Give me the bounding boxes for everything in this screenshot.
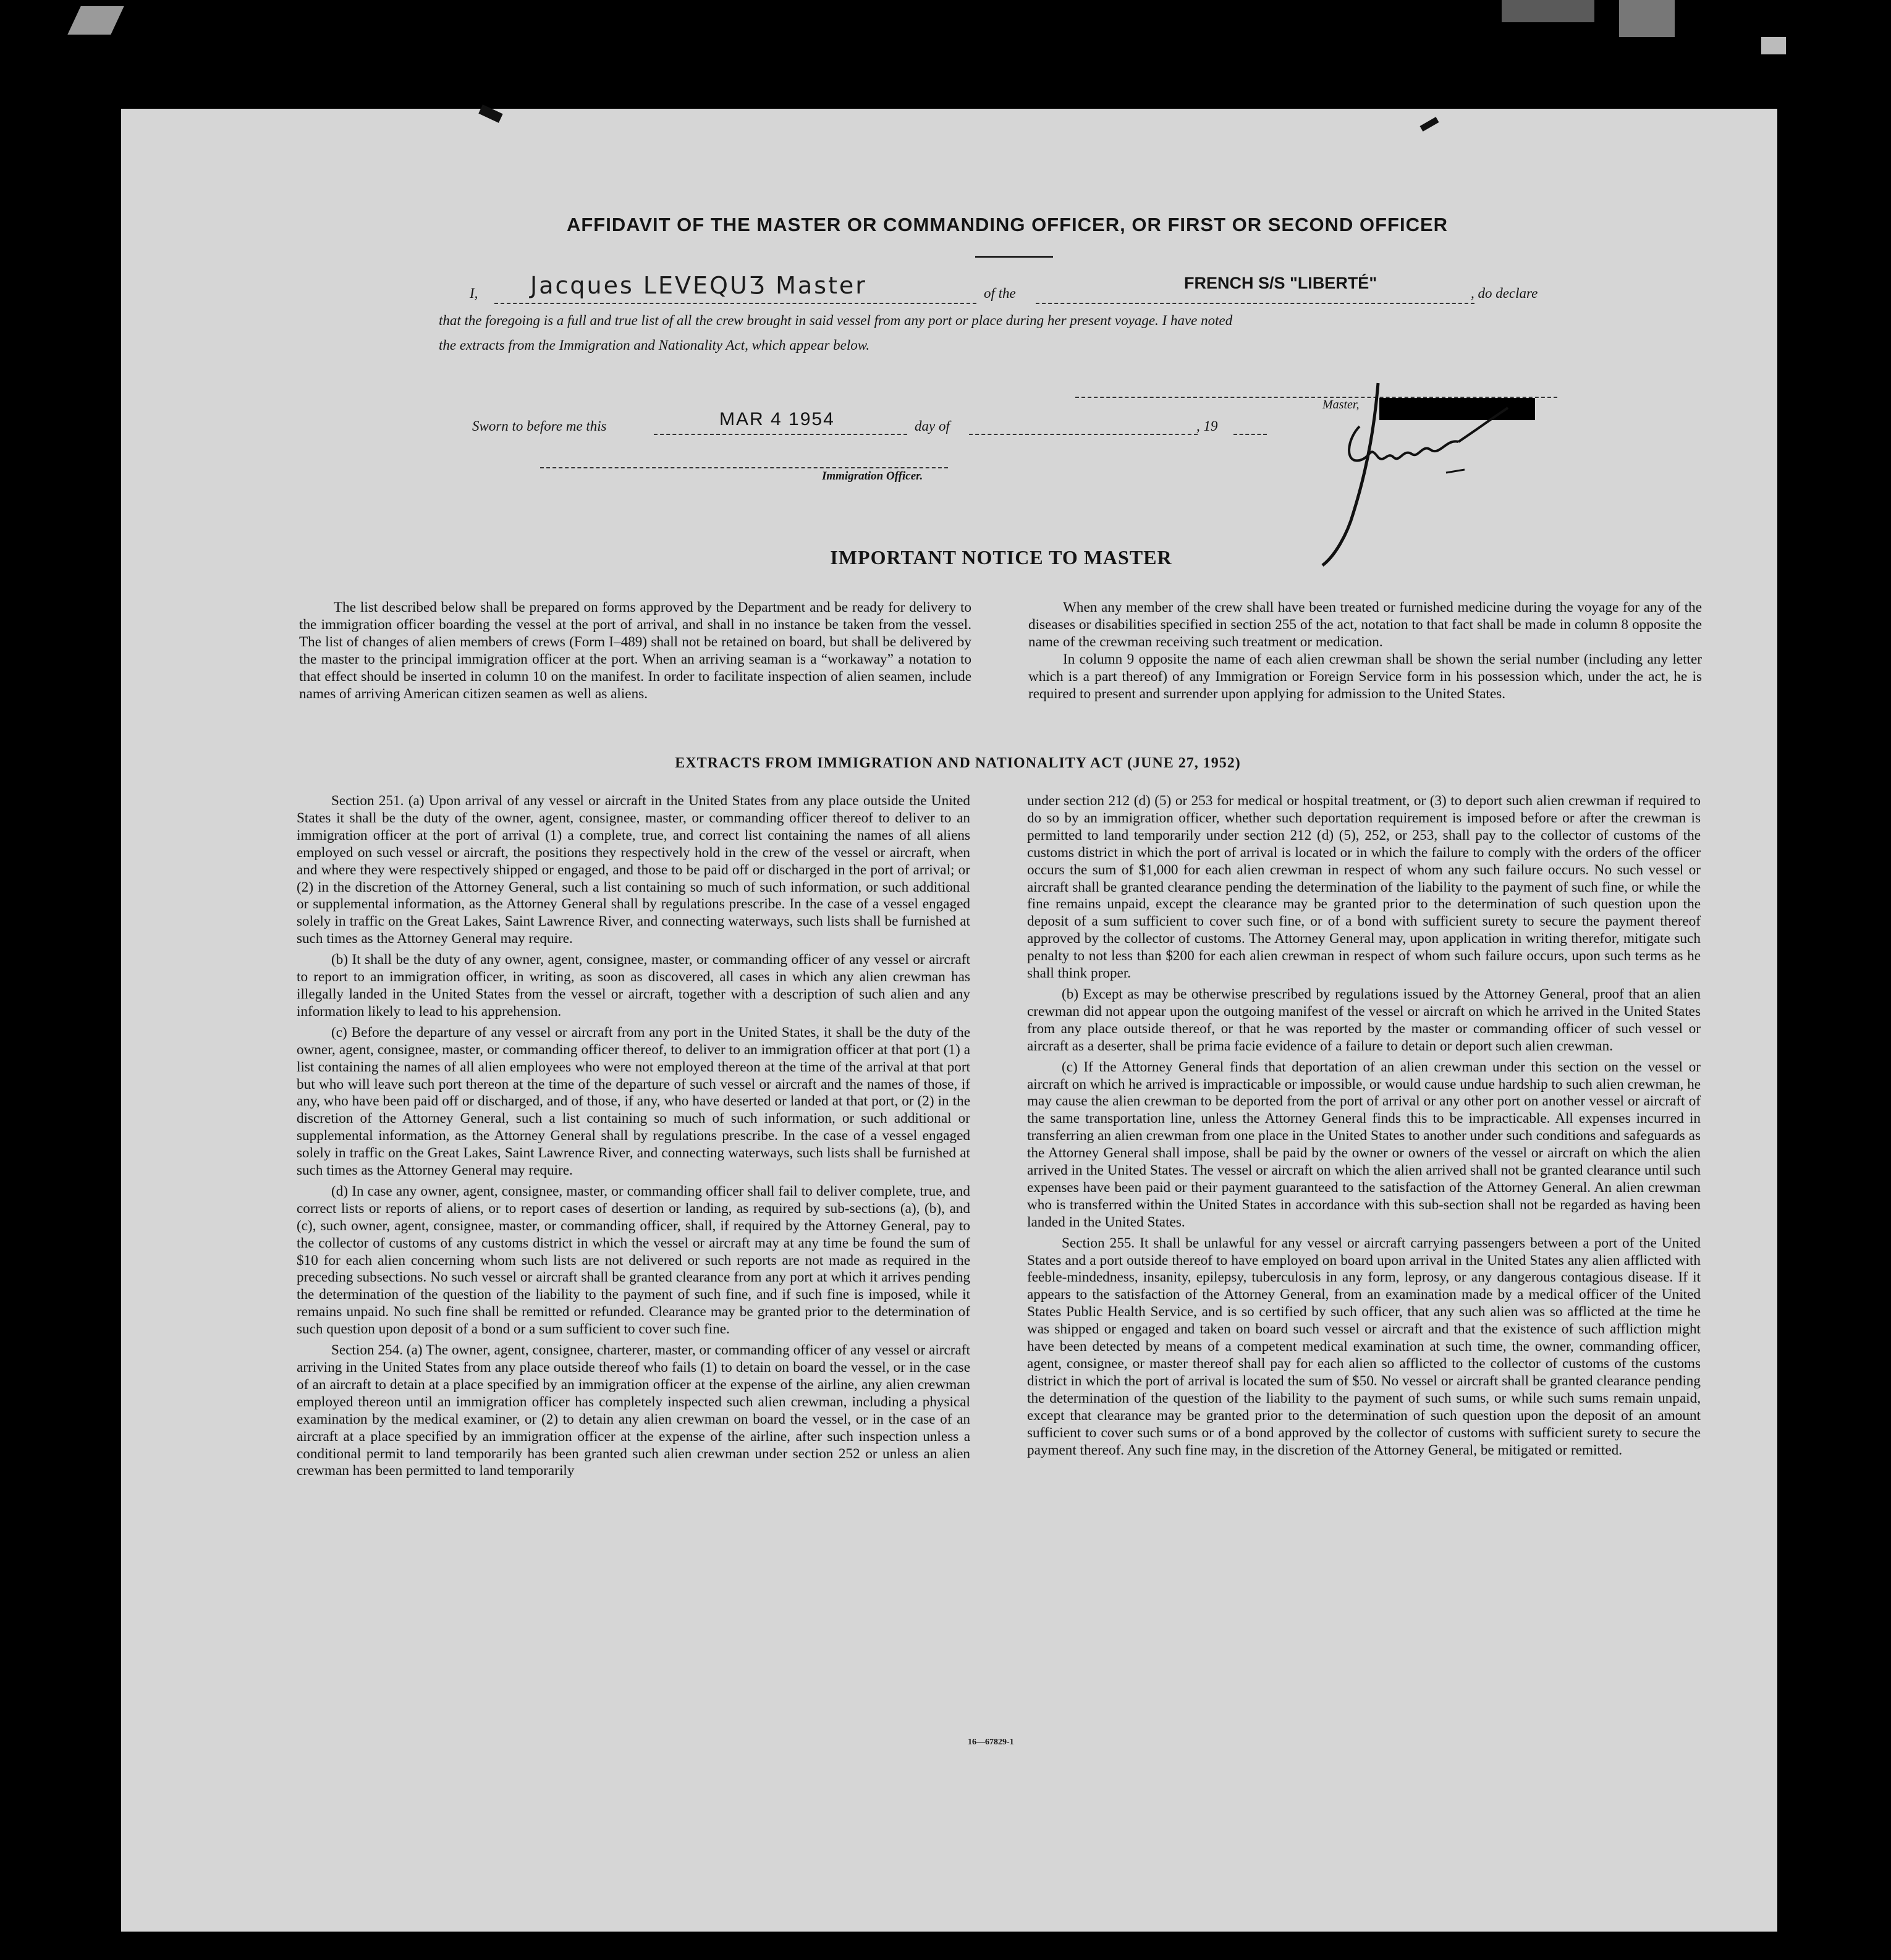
officer-line [540,467,948,468]
immigration-officer-label: Immigration Officer. [822,470,923,483]
vessel-line [1036,303,1474,304]
title-underline [975,256,1053,258]
binder-hole [1794,1230,1824,1259]
sworn-date-line [654,434,907,435]
year-line [1233,434,1267,435]
notice-left-column [299,599,971,703]
section-254-c: (c) If the Attorney General finds that deportation of an alien crewman under this section on the vessel or aircraft on which he arrived is impracticable or impossible, or would cause undue hardship to such alien crewman, he may cause the alien crewman to be deported from the port of arrival or any other port on another vessel or aircraft of the same transportation line, unless the Attorney General finds this to be impracticable. All expenses incurred in transferring an alien crewman from one place in the United States to another under such conditions and safeguards as the Attorney General shall impose, shall be paid by the owner or owners of the vessel or aircraft on which the alien arrived in the United States. The vessel or aircraft on which the alien arrived shall not be granted clearance until such expenses have been paid or their payment guaranteed to the satisfaction of the Attorney General. An alien crewman who is transferred within the United States in accordance with this sub-section shall not be regarded as having been landed in the United States. [1027,1058,1701,1230]
extracts-right-column [1027,793,1701,1459]
notice-right-paragraph: When any member of the crew shall have been treated or furnished medicine during the voyage for any of the diseases or disabilities specified in section 255 of the act, notation to that fact shall be made in column 8 opposite the name of the crewman receiving such treatment or medication. [1028,599,1702,650]
binder-hole [1794,1709,1824,1738]
declaration-line-3: the extracts from the Immigration and Nationality Act, which appear below. [439,337,870,353]
section-251-c: (c) Before the departure of any vessel or aircraft from any port in the United States, it shall be the duty of the owner, agent, consignee, master, or commanding officer thereof, to deliver to an immigration officer at that port (1) a list containing the names of all alien employees who were not employed thereon at the time of the arrival at that port but who will leave such port thereon at the time of the departure of such vessel or aircraft and the names of those, if any, who have been paid off or discharged, and of those, if any, who have deserted or landed at that port, or (2) in the discretion of the Attorney General, such a list containing so much of such information, or such additional or supplemental information, as the Attorney General shall by regulations prescribe. In the case of a vessel engaged solely in traffic on the Great Lakes, Saint Lawrence River, and connecting waterways, such lists shall be furnished at such times as the Attorney General may require. [297,1024,970,1179]
notice-left-paragraph: The list described below shall be prepared on forms approved by the Department and be ready for delivery to the immigration officer boarding the vessel at the port of arrival, and shall in no instance be taken from the vessel. The list of changes of alien members of crews (Form I–489) shall not be retained on board, but shall be delivered by the master to the principal immigration officer at the port. When an arriving seaman is a “workaway” a notation to that effect should be inserted in column 10 on the manifest. In order to facilitate inspection of alien seamen, include names of arriving American citizen seamen as well as aliens. [299,599,971,702]
scan-artifact [1619,0,1675,37]
sworn-date-stamp: MAR 4 1954 [719,409,835,429]
notice-right-column [1028,599,1702,703]
notice-title: IMPORTANT NOTICE TO MASTER [830,546,1172,568]
scan-artifact [1761,37,1786,54]
extracts-title: EXTRACTS FROM IMMIGRATION AND NATIONALITY ACT (JUNE 27, 1952) [675,755,1241,771]
year-suffix: , 19 [1196,418,1218,434]
section-254-b: (b) Except as may be otherwise prescribed by regulations issued by the Attorney General, proof that an alien crewman did not appear upon the outgoing manifest of the vessel or aircraft on which he arrived in the United States from any place outside thereof, or that he was reported by the master or commanding officer of such vessel or aircraft as a deserter, shall be prima facie evidence of a failure to detain or deport such alien crewman. [1027,986,1701,1054]
vessel-name-stamp: FRENCH S/S "LIBERTÉ" [1184,274,1377,292]
binder-hole [1794,321,1824,351]
section-251-b: (b) It shall be the duty of any owner, agent, consignee, master, or commanding officer of any vessel or aircraft to report to an immigration officer, in writing, as soon as discovered, all cases in which any alien crewman has illegally landed in the United States from the vessel or aircraft, together with a description of such alien and any information likely to lead to his apprehension. [297,952,970,1020]
day-of-label: day of [915,418,950,434]
scan-artifact [1502,0,1594,22]
section-255: Section 255. It shall be unlawful for any vessel or aircraft carrying passengers between a port of the United States and a port outside thereof to have employed on board upon arrival in the United States any alien afflicted with feeble-mindedness, insanity, epilepsy, tuberculosis in any form, leprosy, or any dangerous contagious disease. If it appears to the satisfaction of the Attorney General, from an examination made by a medical officer of the United States Public Health Service, and is so certified by such officer, that any such alien was so afflicted at the time he was shipped or engaged and taken on board such vessel or aircraft and that the existence of such affliction might have been detected by means of a competent medical examination at such time, the owner, commanding officer, agent, consignee, or master thereof shall pay for each alien so afflicted to the collector of customs of the customs district in which the port of arrival is located the sum of $50. No vessel or aircraft shall be granted clearance pending the determination of the question of the liability to the payment of such sums, or while such sums remain unpaid, except that clearance may be granted prior to the determination of such question upon the deposit of an amount sufficient to cover such sums or of a bond approved by the collector of customs with sufficient surety to secure the payment thereof. Any such fine may, in the discretion of the Attorney General, be mitigated or remitted. [1027,1235,1701,1458]
scan-artifact [67,6,124,35]
i-label: I, [470,285,478,301]
master-label: Master, [1322,398,1360,412]
notice-right-paragraph: In column 9 opposite the name of each alien crewman shall be shown the serial number (including any letter which is a part thereof) of any Immigration or Foreign Service form in his possession which, under the act, he is required to present and surrender upon applying for admission to the United States. [1028,651,1702,702]
section-254-a-continued: under section 212 (d) (5) or 253 for medical or hospital treatment, or (3) to deport such alien crewman if required to do so by an immigration officer, whether such deportation requirement is imposed before or after the crewman is permitted to land temporarily under section 212 (d) (5), 252, or 253, shall pay to the collector of customs of the customs district in which the port of arrival is located or in which the failure to comply with the orders of the officer occurs the sum of $1,000 for each alien crewman in respect of whom any such failure occurs. No such vessel or aircraft shall be granted clearance pending the determination of the liability to the payment of such fine, or while the fine remains unpaid, except the clearance may be granted prior to the determination of such question upon the deposit of a sum sufficient to cover such fine, or of a bond with sufficient surety to secure the payment thereof approved by the collector of customs. The Attorney General may, upon application in writing therefor, mitigate such penalty to not less than $200 for each alien crewman in respect of whom such failure occurs, upon such terms as he shall think proper. [1027,793,1701,982]
binder-hole [1794,229,1824,258]
of-the-label: of the [984,285,1016,301]
section-251-d: (d) In case any owner, agent, consignee, master, or commanding officer shall fail to deliver complete, true, and correct lists or reports of aliens, or to report cases of desertion or landing, as required by sub-sections (a), (b), and (c), such owner, agent, consignee, master, or commanding officer, shall, if required by the Attorney General, pay to the collector of customs of any customs district in which the vessel or aircraft may at any time be found the sum of $10 for each alien concerning whom such lists are not delivered or such reports are not made as required in the preceding subsections. No such vessel or aircraft shall be granted clearance from any port at which it arrives pending the determination of the question of the liability to the payment of such fine, and if such fine is imposed, while it remains unpaid. No such fine shall be remitted or refunded. Clearance may be granted prior to the determination of such question upon deposit of a bond or a sum sufficient to cover such fine. [297,1183,970,1338]
binder-hole [1794,1613,1824,1642]
binder-hole [1794,708,1824,737]
do-declare-label: , do declare [1471,285,1538,301]
master-name-handwritten: Jacques LEVEQUƷ Master [530,272,867,299]
form-number: 16—67829-1 [968,1738,1014,1747]
sworn-label: Sworn to before me this [472,418,607,434]
handwritten-signature [1261,371,1520,575]
day-of-line [969,434,1198,435]
section-254-a: Section 254. (a) The owner, agent, consignee, charterer, master, or commanding officer of any vessel or aircraft arriving in the United States from any place outside thereof who fails (1) to detain on board the vessel, or in the case of an aircraft to detain at a place specified by an immigration officer at the expense of the airline, any alien crewman employed thereon until an immigration officer has completely inspected such alien crewman, including a physical examination by the medical examiner, or (2) to detain any alien crewman on board the vessel, or in the case of an aircraft at a place specified by an immigration officer at the expense of the airline, after such inspection unless a conditional permit to land temporarily has been granted such alien crewman under section 252 or unless an alien crewman has been permitted to land temporarily [297,1342,970,1479]
extracts-left-column [297,793,970,1480]
binder-hole [1794,1325,1824,1355]
affidavit-title: AFFIDAVIT OF THE MASTER OR COMMANDING OFFICER, OR FIRST OR SECOND OFFICER [566,214,1449,235]
section-251-a: Section 251. (a) Upon arrival of any vessel or aircraft in the United States from any place outside the United States it shall be the duty of the owner, agent, consignee, master, or commanding officer thereof to deliver to an immigration officer at the port of arrival (1) a complete, true, and correct list containing the names of all aliens employed on such vessel or aircraft, the positions they respectively hold in the crew of the vessel or aircraft, when and where they were respectively shipped or engaged, and those to be paid off or discharged in the port of arrival; or (2) in the discretion of the Attorney General, such a list containing so much of such information, or such additional or supplemental information, as the Attorney General shall by regulations prescribe. In the case of a vessel engaged solely in traffic on the Great Lakes, Saint Lawrence River, and connecting waterways, such lists shall be furnished at such times as the Attorney General may require. [297,793,970,947]
name-line [494,303,976,304]
binder-hole [1794,612,1824,641]
declaration-line-2: that the foregoing is a full and true list of all the crew brought in said vessel from any port or place during her present voyage. I have noted [439,313,1233,328]
